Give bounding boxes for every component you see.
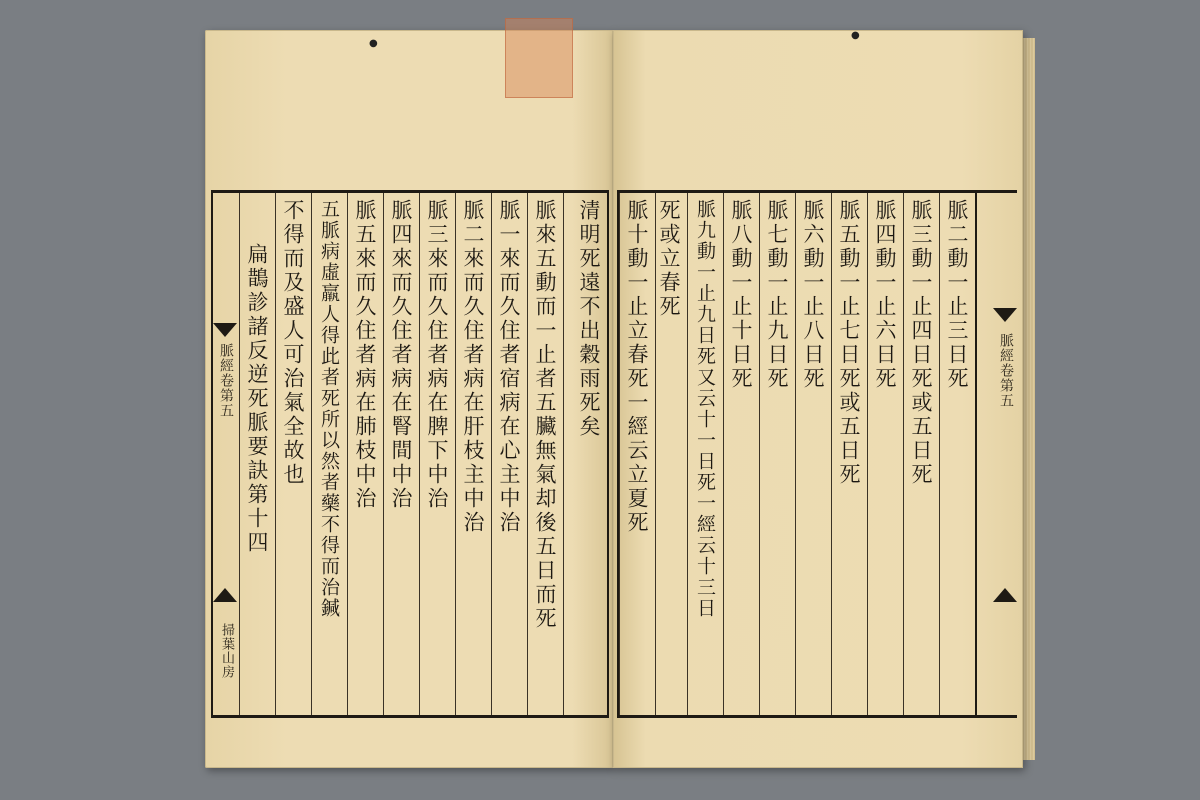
margin-title: 脈經卷第五 bbox=[218, 343, 234, 418]
text-column: 脈二來而久住者病在肝枝主中治 bbox=[455, 193, 491, 715]
fishtail-mark-icon bbox=[213, 588, 237, 602]
fishtail-mark-icon bbox=[213, 323, 237, 337]
text-column: 脈七動一止九日死 bbox=[759, 193, 795, 715]
text-column: 脈三來而久住者病在脾下中治 bbox=[419, 193, 455, 715]
library-seal-stamp bbox=[505, 18, 573, 98]
text-column: 脈五動一止七日死或五日死 bbox=[831, 193, 867, 715]
text-column: 清明死遠不出穀雨死矣 bbox=[563, 193, 607, 715]
text-column: 脈六動一止八日死 bbox=[795, 193, 831, 715]
text-column: 不得而及盛人可治氣全故也 bbox=[275, 193, 311, 715]
text-column: 死或立春死 bbox=[655, 193, 687, 715]
text-column: 脈九動一止九日死又云十一日死一經云十三日 bbox=[687, 193, 723, 715]
left-page bbox=[205, 30, 613, 768]
right-text-frame bbox=[617, 190, 1017, 718]
open-book bbox=[205, 30, 1035, 768]
text-column: 脈四來而久住者病在腎間中治 bbox=[383, 193, 419, 715]
ink-dot: ● bbox=[851, 30, 860, 41]
left-text-frame bbox=[211, 190, 609, 718]
text-column: 脈來五動而一止者五臟無氣却後五日而死 bbox=[527, 193, 563, 715]
fore-edge-margin bbox=[975, 193, 1017, 715]
text-column: 脈二動一止三日死 bbox=[939, 193, 975, 715]
text-column: 五脈病虛羸人得此者死所以然者藥不得而治鍼 bbox=[311, 193, 347, 715]
text-column: 脈十動一止立春死一經云立夏死 bbox=[619, 193, 655, 715]
fishtail-mark-icon bbox=[993, 308, 1017, 322]
text-column: 脈一來而久住者宿病在心主中治 bbox=[491, 193, 527, 715]
text-column: 脈四動一止六日死 bbox=[867, 193, 903, 715]
chapter-heading: 扁鵲診諸反逆死脈要訣第十四 bbox=[239, 193, 275, 715]
fishtail-mark-icon bbox=[993, 588, 1017, 602]
page-edges bbox=[1023, 38, 1035, 760]
margin-publisher: 掃葉山房 bbox=[219, 623, 234, 679]
text-column: 脈五來而久住者病在肺枝中治 bbox=[347, 193, 383, 715]
ink-dot: ● bbox=[369, 38, 378, 49]
text-column: 脈三動一止四日死或五日死 bbox=[903, 193, 939, 715]
text-column: 脈八動一止十日死 bbox=[723, 193, 759, 715]
margin-title: 脈經卷第五 bbox=[998, 333, 1014, 408]
right-page bbox=[613, 30, 1023, 768]
